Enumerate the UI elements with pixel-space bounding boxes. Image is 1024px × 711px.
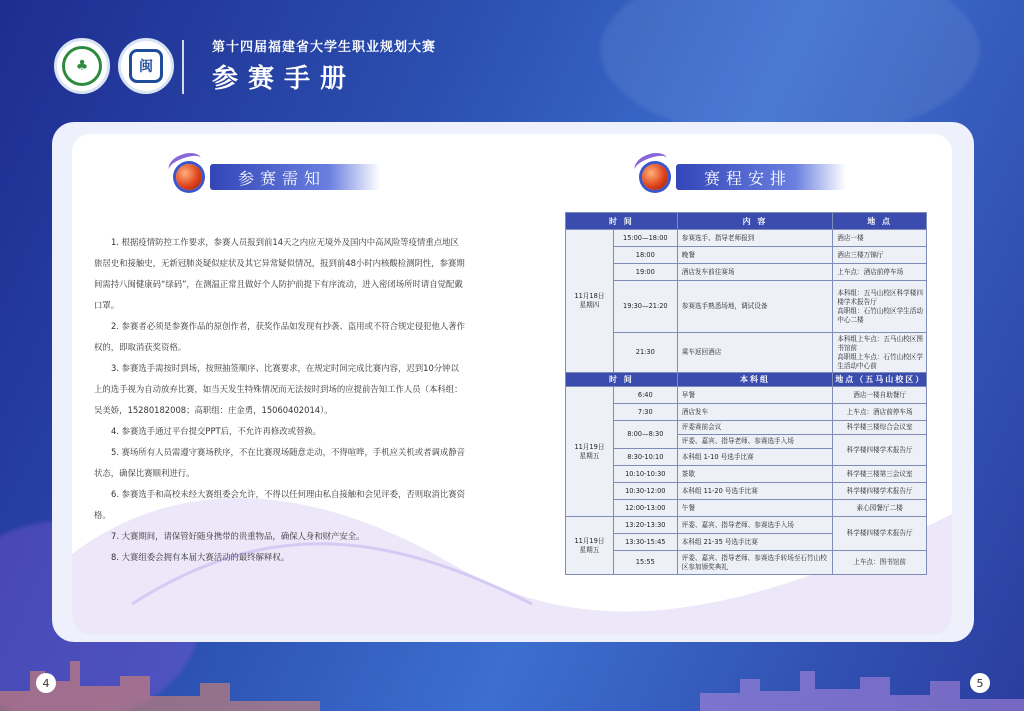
table-row bbox=[566, 483, 927, 500]
notice-item: 5. 赛场所有人员需遵守赛场秩序，不在比赛现场随意走动，不得喧哗，手机应关机或者调成静音状态，确保比赛顺利进行。 bbox=[94, 447, 466, 478]
notice-item: 1. 根据疫情防控工作要求，参赛人员报到前14天之内应无境外及国内中高风险等疫情重点地区旅居史和接触史，无新冠肺炎疑似症状及其它异常疑似情况，报到前48小时内核酸检测阴性，参赛期间需持八闽健康码“绿码”，在测温正常且做好个人防护前提下有序流动，进入密闭场所时请自觉配戴口罩。 bbox=[94, 237, 465, 310]
time-cell: 15:00—18:00 bbox=[613, 230, 677, 247]
time-cell: 8:00—8:30 bbox=[613, 421, 677, 449]
location-cell: 科学楼四楼学术报告厅 bbox=[833, 517, 927, 551]
header bbox=[0, 0, 1024, 110]
content-cell: 酒店发车 bbox=[677, 404, 833, 421]
header-cell: 地 点 bbox=[833, 213, 927, 230]
content-cell: 评委赛前会议 bbox=[677, 421, 833, 435]
table-row bbox=[566, 517, 927, 534]
location-cell: 上车点：图书馆前 bbox=[833, 551, 927, 575]
time-cell: 18:00 bbox=[613, 247, 677, 264]
header-divider bbox=[182, 40, 184, 94]
header-cell: 内 容 bbox=[677, 213, 833, 230]
notice-heading bbox=[176, 160, 380, 194]
location-cell: 科学楼三楼综合会议室 bbox=[833, 421, 927, 435]
notice-heading-text: 参赛需知 bbox=[210, 164, 380, 190]
table-row bbox=[566, 230, 927, 247]
location-cell: 本科组上车点：五马山校区图书馆前 高职组上车点：石竹山校区学生活动中心前 bbox=[833, 333, 927, 373]
location-cell: 科学楼四楼学术报告厅 bbox=[833, 435, 927, 466]
time-cell: 13:30-15:45 bbox=[613, 534, 677, 551]
day-cell: 11月18日 星期四 bbox=[566, 230, 614, 373]
notice-list bbox=[94, 232, 466, 568]
content-cell: 酒店发车前往赛场 bbox=[677, 264, 833, 281]
time-cell: 10:30-12:00 bbox=[613, 483, 677, 500]
schedule-table bbox=[565, 212, 927, 575]
competition-subtitle: 第十四届福建省大学生职业规划大赛 bbox=[212, 40, 437, 55]
content-cell: 茶歇 bbox=[677, 466, 833, 483]
time-cell: 19:00 bbox=[613, 264, 677, 281]
table-row bbox=[566, 247, 927, 264]
table-row bbox=[566, 404, 927, 421]
content-cell: 评委、嘉宾、指导老师、参赛选手入场 bbox=[677, 435, 833, 449]
header-cell: 时 间 bbox=[566, 373, 678, 387]
content-cell: 本科组 1-10 号选手比赛 bbox=[677, 449, 833, 466]
content-cell: 评委、嘉宾、指导老师、参赛选手入场 bbox=[677, 517, 833, 534]
location-cell: 上车点：酒店前停车场 bbox=[833, 404, 927, 421]
university-logo-1: ♣ bbox=[54, 38, 110, 94]
content-cell: 午餐 bbox=[677, 500, 833, 517]
header-cell: 地点（五马山校区） bbox=[833, 373, 927, 387]
header-cell: 时 间 bbox=[566, 213, 678, 230]
notice-item: 6. 参赛选手和高校未经大赛组委会允许，不得以任何理由私自接触和会见评委，否则取消比赛资格。 bbox=[94, 489, 466, 520]
table-header-row bbox=[566, 373, 927, 387]
location-cell: 科学楼三楼第三会议室 bbox=[833, 466, 927, 483]
notice-item: 3. 参赛选手需按时到场，按照抽签顺序、比赛要求，在规定时间完成比赛内容，迟到10分钟以上的选手视为自动放弃比赛，如当天发生特殊情况而无法按时到场的应提前告知工作人员（本科组：吴美娇，15280182008；高职组：庄金勇，15060402014）。 bbox=[94, 363, 463, 415]
table-header-row bbox=[566, 213, 927, 230]
handbook-title: 参赛手册 bbox=[212, 64, 357, 94]
table-row bbox=[566, 421, 927, 435]
table-row bbox=[566, 333, 927, 373]
schedule-heading bbox=[642, 160, 846, 194]
notice-item: 4. 参赛选手通过平台提交PPT后，不允许再修改或替换。 bbox=[111, 426, 322, 436]
time-cell: 10:10-10:30 bbox=[613, 466, 677, 483]
time-cell: 12:00-13:00 bbox=[613, 500, 677, 517]
location-cell: 酒店一楼自助餐厅 bbox=[833, 387, 927, 404]
location-cell: 素心园餐厅二楼 bbox=[833, 500, 927, 517]
time-cell: 13:20-13:30 bbox=[613, 517, 677, 534]
city-skyline-decoration bbox=[0, 621, 1024, 711]
table-row bbox=[566, 387, 927, 404]
content-cell: 晚餐 bbox=[677, 247, 833, 264]
page-number-left: 4 bbox=[36, 673, 56, 693]
university-logo-2: 闽 bbox=[118, 38, 174, 94]
notice-item: 8. 大赛组委会拥有本届大赛活动的最终解释权。 bbox=[111, 552, 290, 562]
content-cell: 乘车返回酒店 bbox=[677, 333, 833, 373]
table-row bbox=[566, 500, 927, 517]
time-cell: 7:30 bbox=[613, 404, 677, 421]
time-cell: 19:30—21:20 bbox=[613, 281, 677, 333]
notice-item: 7. 大赛期间，请保管好随身携带的贵重物品，确保人身和财产安全。 bbox=[111, 531, 365, 541]
time-cell: 8:30-10:10 bbox=[613, 449, 677, 466]
content-cell: 参赛选手熟悉场地，调试设备 bbox=[677, 281, 833, 333]
table-row bbox=[566, 466, 927, 483]
schedule-heading-text: 赛程安排 bbox=[676, 164, 846, 190]
location-cell: 科学楼四楼学术报告厅 bbox=[833, 483, 927, 500]
time-cell: 6:40 bbox=[613, 387, 677, 404]
page-number-right: 5 bbox=[970, 673, 990, 693]
time-cell: 21:30 bbox=[613, 333, 677, 373]
day-cell: 11月19日 星期五 bbox=[566, 517, 614, 575]
location-cell: 上车点：酒店前停车场 bbox=[833, 264, 927, 281]
location-cell: 酒店三楼万锦厅 bbox=[833, 247, 927, 264]
content-cell: 参赛选手、指导老师报到 bbox=[677, 230, 833, 247]
location-cell: 本科组：五马山校区科学楼四楼学术报告厅 高职组：石竹山校区学生活动中心二楼 bbox=[833, 281, 927, 333]
table-row bbox=[566, 264, 927, 281]
table-row bbox=[566, 281, 927, 333]
day-cell: 11月19日 星期五 bbox=[566, 387, 614, 517]
location-cell: 酒店一楼 bbox=[833, 230, 927, 247]
content-cell: 早餐 bbox=[677, 387, 833, 404]
content-cell: 本科组 11-20 号选手比赛 bbox=[677, 483, 833, 500]
table-row bbox=[566, 551, 927, 575]
content-cell: 本科组 21-35 号选手比赛 bbox=[677, 534, 833, 551]
header-cell: 本科组 bbox=[677, 373, 833, 387]
notice-item: 2. 参赛者必须是参赛作品的原创作者，获奖作品如发现有抄袭、盗用或不符合规定侵犯他人著作权的，即取消获奖资格。 bbox=[94, 321, 466, 352]
time-cell: 15:55 bbox=[613, 551, 677, 575]
content-cell: 评委、嘉宾、指导老师、参赛选手转场至石竹山校区参加颁奖典礼 bbox=[677, 551, 833, 575]
